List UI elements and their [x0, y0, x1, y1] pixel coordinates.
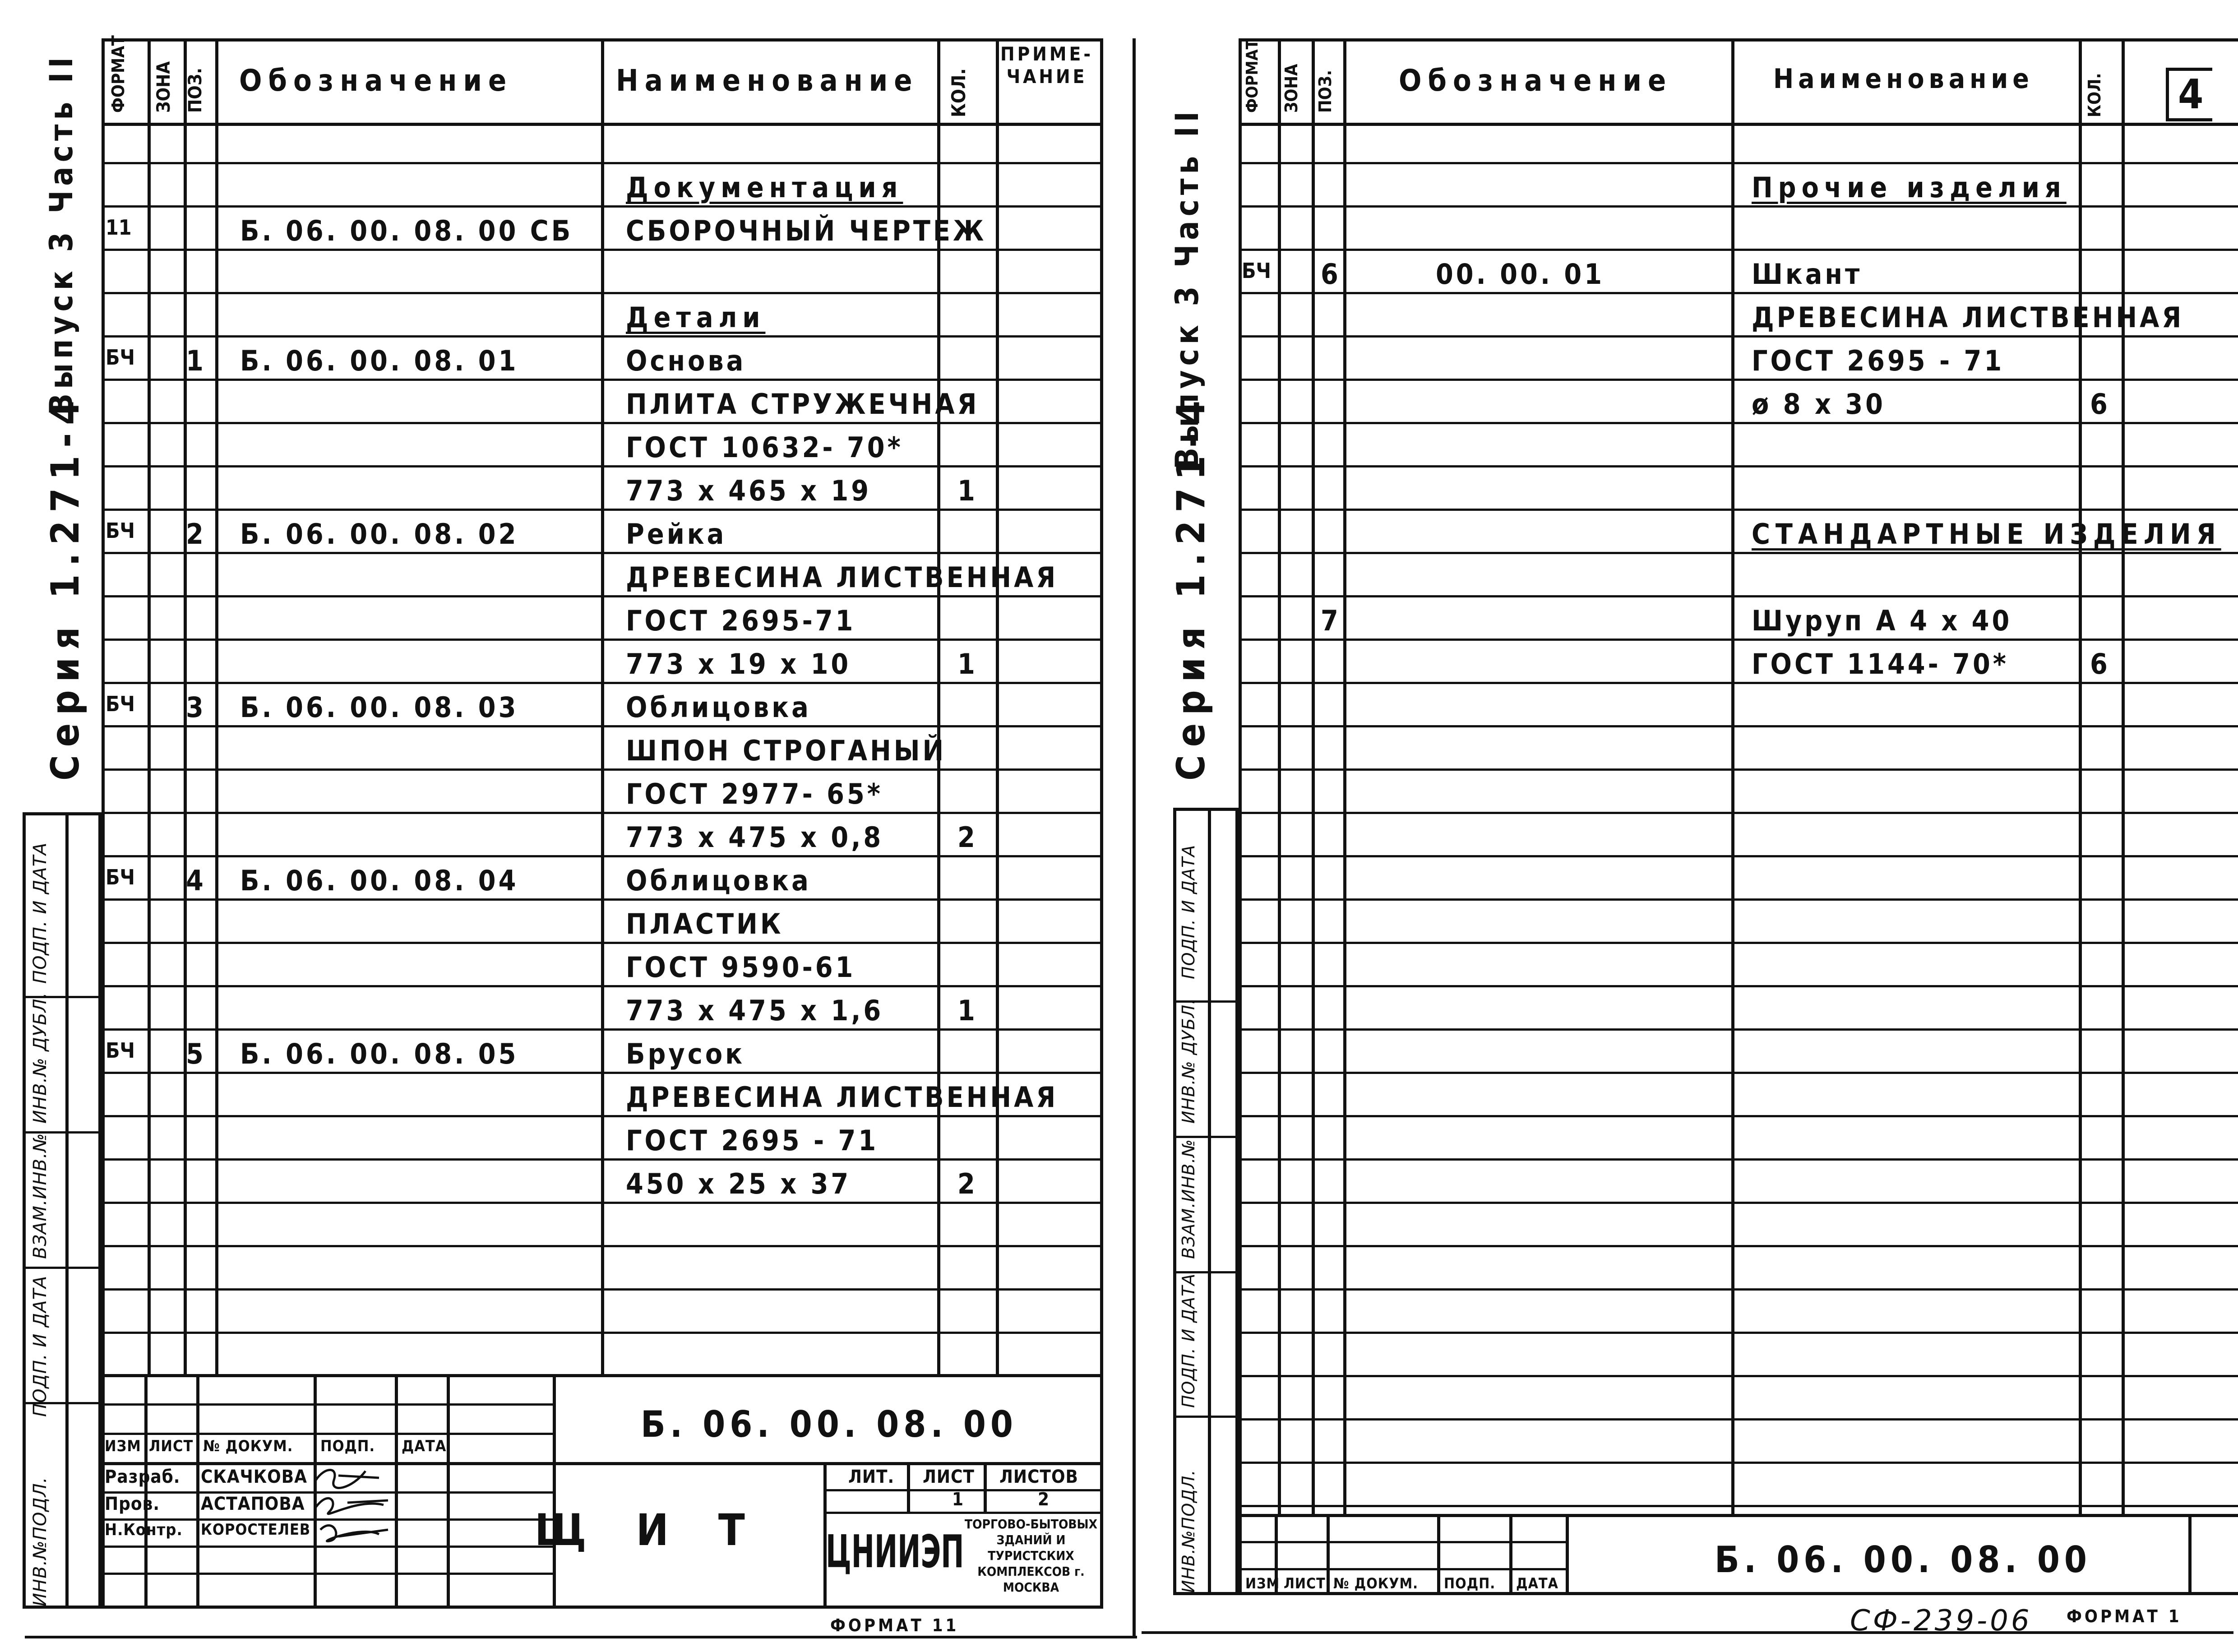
- spec1-pos: 1: [186, 344, 206, 377]
- spec1-rule: [105, 985, 1100, 987]
- spec2-rule: [1242, 422, 2238, 424]
- header-format: ФОРМАТ: [108, 35, 128, 113]
- role-norm-control: Н.Контр.: [105, 1521, 183, 1539]
- bottom-rule-2: [1142, 1631, 2233, 1634]
- stamp2-inv-dup: ИНВ.№ ДУБЛ.: [1179, 998, 1198, 1124]
- spec1-name: ПЛИТА СТРУЖЕЧНАЯ: [626, 388, 980, 421]
- header-zone: ЗОНА: [153, 61, 174, 113]
- spec1-name: Облицовка: [626, 691, 811, 724]
- spec2-rule: [1242, 855, 2238, 857]
- spec1-format: БЧ: [106, 692, 135, 716]
- col-label-izm: ИЗМ: [105, 1437, 141, 1455]
- spec1-qty: 1: [957, 648, 978, 680]
- spec1-qty: 1: [957, 994, 978, 1027]
- spec2-rule: [1242, 205, 2238, 208]
- spec2-rule: [1242, 768, 2238, 771]
- person-checker: АСТАПОВА: [201, 1494, 305, 1514]
- stamp-replace-inv: ВЗАМ.ИНВ.№: [30, 1133, 51, 1259]
- spec2-rule: [1242, 335, 2238, 338]
- format-label-1: ФОРМАТ 11: [830, 1615, 959, 1635]
- header2-format: ФОРМАТ: [1243, 39, 1262, 113]
- spec1-designation: Б. 06. 00. 08. 00 СБ: [240, 214, 573, 247]
- spec1-rule: [105, 1332, 1100, 1334]
- spec2-rule: [1242, 1028, 2238, 1031]
- spec1-designation: Б. 06. 00. 08. 05: [240, 1037, 519, 1070]
- sheet-value: 1: [952, 1489, 964, 1510]
- spec1-rule: [105, 292, 1100, 294]
- format-label-2: ФОРМАТ 1: [2067, 1606, 2182, 1626]
- header-note: ПРИМЕ- ЧАНИЕ: [1000, 43, 1094, 88]
- spec1-rule: [105, 768, 1100, 771]
- spec1-name: ГОСТ 10632- 70*: [626, 431, 903, 464]
- col-label-date: ДАТА: [402, 1437, 447, 1455]
- col2-label-doc: № ДОКУМ.: [1333, 1575, 1419, 1592]
- spec2-rule: [1242, 1245, 2238, 1247]
- spec1-format: БЧ: [106, 865, 135, 889]
- sheets-label: ЛИСТОВ: [999, 1467, 1078, 1487]
- spec1-rule: [105, 422, 1100, 424]
- header-pos: ПОЗ.: [185, 68, 206, 113]
- spec1-designation: Б. 06. 00. 08. 02: [240, 518, 519, 551]
- sheet-divider: [1133, 38, 1136, 1636]
- spec1-designation: Б. 06. 00. 08. 04: [240, 864, 519, 897]
- spec1-name: Документация: [626, 171, 903, 204]
- spec1-pos: 3: [186, 691, 206, 724]
- spec1-rule: [105, 942, 1100, 944]
- spec2-rule: [1242, 1418, 2238, 1421]
- stamp2-inv-orig: ИНВ.№ПОДЛ.: [1179, 1469, 1198, 1593]
- spec2-designation: 00. 00. 01: [1436, 258, 1605, 291]
- spec1-format: БЧ: [106, 1038, 135, 1063]
- spec1-rule: [105, 855, 1100, 857]
- series-label-2: Серия 1.271-4: [1169, 392, 1214, 781]
- spec1-name: СБОРОЧНЫЙ ЧЕРТЕЖ: [626, 214, 987, 247]
- spec1-qty: 1: [957, 474, 978, 507]
- col-label-doc: № ДОКУМ.: [203, 1437, 293, 1455]
- spec1-designation: Б. 06. 00. 08. 03: [240, 691, 519, 724]
- spec1-name: Основа: [626, 344, 746, 377]
- spec1-qty: 2: [957, 821, 978, 854]
- header-designation: Обозначение: [239, 63, 513, 98]
- spec1-pos: 2: [186, 518, 206, 551]
- spec1-name: Рейка: [626, 518, 727, 551]
- spec1-name: ГОСТ 2695 - 71: [626, 1124, 879, 1157]
- series-label: Серия 1.271-4: [43, 392, 88, 781]
- spec1-rule: [105, 379, 1100, 381]
- header2-qty: КОЛ.: [2085, 73, 2104, 117]
- spec1-name: 773 x 465 x 19: [626, 474, 872, 507]
- spec2-rule: [1242, 292, 2238, 294]
- bottom-rule-1: [25, 1636, 1137, 1638]
- spec1-rule: [105, 1115, 1100, 1117]
- spec1-pos: 5: [186, 1037, 206, 1070]
- spec2-pos: 7: [1321, 604, 1341, 637]
- spec2-rule: [1242, 1202, 2238, 1204]
- col2-label-sign: ПОДП.: [1444, 1575, 1496, 1592]
- issue-label-2: Выпуск 3 Часть II: [1169, 107, 1206, 469]
- person-norm-control: КОРОСТЕЛЕВ: [201, 1521, 311, 1539]
- sheets-value: 2: [1038, 1489, 1050, 1510]
- spec2-rule: [1242, 552, 2238, 554]
- spec1-name: ДРЕВЕСИНА ЛИСТВЕННАЯ: [626, 1081, 1059, 1114]
- header2-pos: ПОЗ.: [1315, 70, 1335, 113]
- spec2-rule: [1242, 898, 2238, 901]
- spec2-name: ø 8 x 30: [1752, 388, 1886, 421]
- header-name: Наименование: [616, 63, 919, 98]
- spec2-rule: [1242, 1375, 2238, 1377]
- spec1-designation: Б. 06. 00. 08. 01: [240, 344, 519, 377]
- spec1-rule: [105, 898, 1100, 901]
- spec1-name: ПЛАСТИК: [626, 907, 784, 940]
- spec2-rule: [1242, 1288, 2238, 1291]
- title-1: Щ И Т: [535, 1505, 763, 1555]
- spec-rows-1: [105, 120, 1100, 1374]
- archive-code: СФ-239-06: [1850, 1604, 2032, 1638]
- spec2-rule: [1242, 1332, 2238, 1334]
- spec2-rule: [1242, 812, 2238, 814]
- spec2-name: Шкант: [1752, 258, 1863, 291]
- spec1-name: Детали: [626, 301, 766, 334]
- spec2-rule: [1242, 725, 2238, 727]
- spec1-rule: [105, 509, 1100, 511]
- spec1-rule: [105, 335, 1100, 338]
- spec2-rule: [1242, 162, 2238, 164]
- spec1-rule: [105, 1158, 1100, 1161]
- spec2-rule: [1242, 1158, 2238, 1161]
- spec1-name: ДРЕВЕСИНА ЛИСТВЕННАЯ: [626, 561, 1059, 594]
- header2-designation: Обозначение: [1399, 63, 1673, 98]
- spec1-name: Брусок: [626, 1037, 745, 1070]
- signatures: [311, 1462, 397, 1552]
- spec1-name: ГОСТ 2695-71: [626, 604, 856, 637]
- spec1-format: 11: [106, 215, 132, 240]
- spec1-rule: [105, 465, 1100, 467]
- spec2-rule: [1242, 1072, 2238, 1074]
- spec1-rule: [105, 682, 1100, 684]
- spec2-rule: [1242, 465, 2238, 467]
- spec2-pos: 6: [1321, 258, 1341, 291]
- col-label-sign: ПОДП.: [320, 1437, 375, 1455]
- spec1-rule: [105, 812, 1100, 814]
- spec2-name: СТАНДАРТНЫЕ ИЗДЕЛИЯ: [1752, 518, 2221, 551]
- spec2-qty: 6: [2090, 388, 2110, 421]
- spec2-rule: [1242, 1505, 2238, 1507]
- person-developer: СКАЧКОВА: [201, 1467, 308, 1487]
- spec1-rule: [105, 639, 1100, 641]
- org-logo: ЦНИИЭП: [826, 1525, 964, 1578]
- spec1-name: ГОСТ 9590-61: [626, 951, 856, 984]
- spec1-name: Облицовка: [626, 864, 811, 897]
- doc-number-1: Б. 06. 00. 08. 00: [641, 1403, 1017, 1445]
- spec1-rule: [105, 595, 1100, 597]
- spec2-name: Шуруп А 4 x 40: [1752, 604, 2012, 637]
- doc-number-2: Б. 06. 00. 08. 00: [1715, 1539, 2091, 1581]
- spec2-name: ДРЕВЕСИНА ЛИСТВЕННАЯ: [1752, 301, 2184, 334]
- stamp-inv-orig: ИНВ.№ПОДЛ.: [30, 1476, 51, 1606]
- spec1-rule: [105, 725, 1100, 727]
- spec2-name: Прочие изделия: [1752, 171, 2067, 204]
- spec1-name: ГОСТ 2977- 65*: [626, 777, 883, 810]
- sheet-label: ЛИСТ: [923, 1467, 975, 1487]
- lit-label: ЛИТ.: [848, 1467, 895, 1487]
- spec2-rule: [1242, 509, 2238, 511]
- stamp-sign-date-2: ПОДП. И ДАТА: [30, 842, 51, 984]
- spec2-qty: 6: [2090, 648, 2110, 680]
- spec-rows-2: [1242, 120, 2238, 1514]
- spec1-rule: [105, 1245, 1100, 1247]
- header-qty: КОЛ.: [948, 68, 970, 117]
- header2-zone: ЗОНА: [1281, 64, 1301, 113]
- spec2-rule: [1242, 639, 2238, 641]
- stamp2-sign-date-1: ПОДП. И ДАТА: [1179, 1273, 1198, 1408]
- spec1-rule: [105, 162, 1100, 164]
- spec2-format: БЧ: [1242, 259, 1271, 283]
- spec2-rule: [1242, 1115, 2238, 1117]
- stamp-sign-date-1: ПОДП. И ДАТА: [30, 1275, 51, 1417]
- spec1-rule: [105, 1028, 1100, 1031]
- role-checker: Пров.: [105, 1494, 160, 1514]
- spec1-pos: 4: [186, 864, 206, 897]
- org-name: ТОРГОВО-БЫТОВЫХ ЗДАНИЙ И ТУРИСТСКИХ КОМПЛЕКСОВ г. МОСКВА: [964, 1517, 1098, 1595]
- stamp2-sign-date-2: ПОДП. И ДАТА: [1179, 844, 1198, 979]
- col2-label-izm: ИЗМ: [1245, 1575, 1280, 1592]
- stamp-inv-dup: ИНВ.№ ДУБЛ.: [30, 992, 51, 1124]
- spec2-name: ГОСТ 2695 - 71: [1752, 344, 2005, 377]
- spec1-format: БЧ: [106, 345, 135, 370]
- spec1-rule: [105, 205, 1100, 208]
- spec1-qty: 2: [957, 1167, 978, 1200]
- role-developer: Разраб.: [105, 1467, 180, 1487]
- spec2-rule: [1242, 682, 2238, 684]
- col2-label-list: ЛИСТ: [1284, 1575, 1326, 1592]
- spec1-rule: [105, 552, 1100, 554]
- spec1-name: 450 x 25 x 37: [626, 1167, 851, 1200]
- spec1-rule: [105, 1072, 1100, 1074]
- spec1-rule: [105, 1288, 1100, 1291]
- spec1-rule: [105, 1202, 1100, 1204]
- spec1-name: 773 x 475 x 0,8: [626, 821, 884, 854]
- spec2-rule: [1242, 595, 2238, 597]
- col-label-list: ЛИСТ: [149, 1437, 194, 1455]
- header2-name: Наименование: [1773, 63, 2034, 95]
- spec2-rule: [1242, 985, 2238, 987]
- spec2-rule: [1242, 379, 2238, 381]
- spec1-name: 773 x 475 x 1,6: [626, 994, 884, 1027]
- spec2-name: ГОСТ 1144- 70*: [1752, 648, 2009, 680]
- sheet-number-2: 4: [2166, 68, 2212, 121]
- spec1-name: ШПОН СТРОГАНЫЙ: [626, 734, 947, 767]
- spec1-name: 773 x 19 x 10: [626, 648, 851, 680]
- spec2-rule: [1242, 1462, 2238, 1464]
- spec1-format: БЧ: [106, 518, 135, 543]
- spec1-rule: [105, 249, 1100, 251]
- issue-label: Выпуск 3 Часть II: [43, 53, 80, 415]
- col2-label-date: ДАТА: [1516, 1575, 1558, 1592]
- stamp2-replace-inv: ВЗАМ.ИНВ.№: [1179, 1139, 1198, 1259]
- spec2-rule: [1242, 942, 2238, 944]
- spec2-rule: [1242, 249, 2238, 251]
